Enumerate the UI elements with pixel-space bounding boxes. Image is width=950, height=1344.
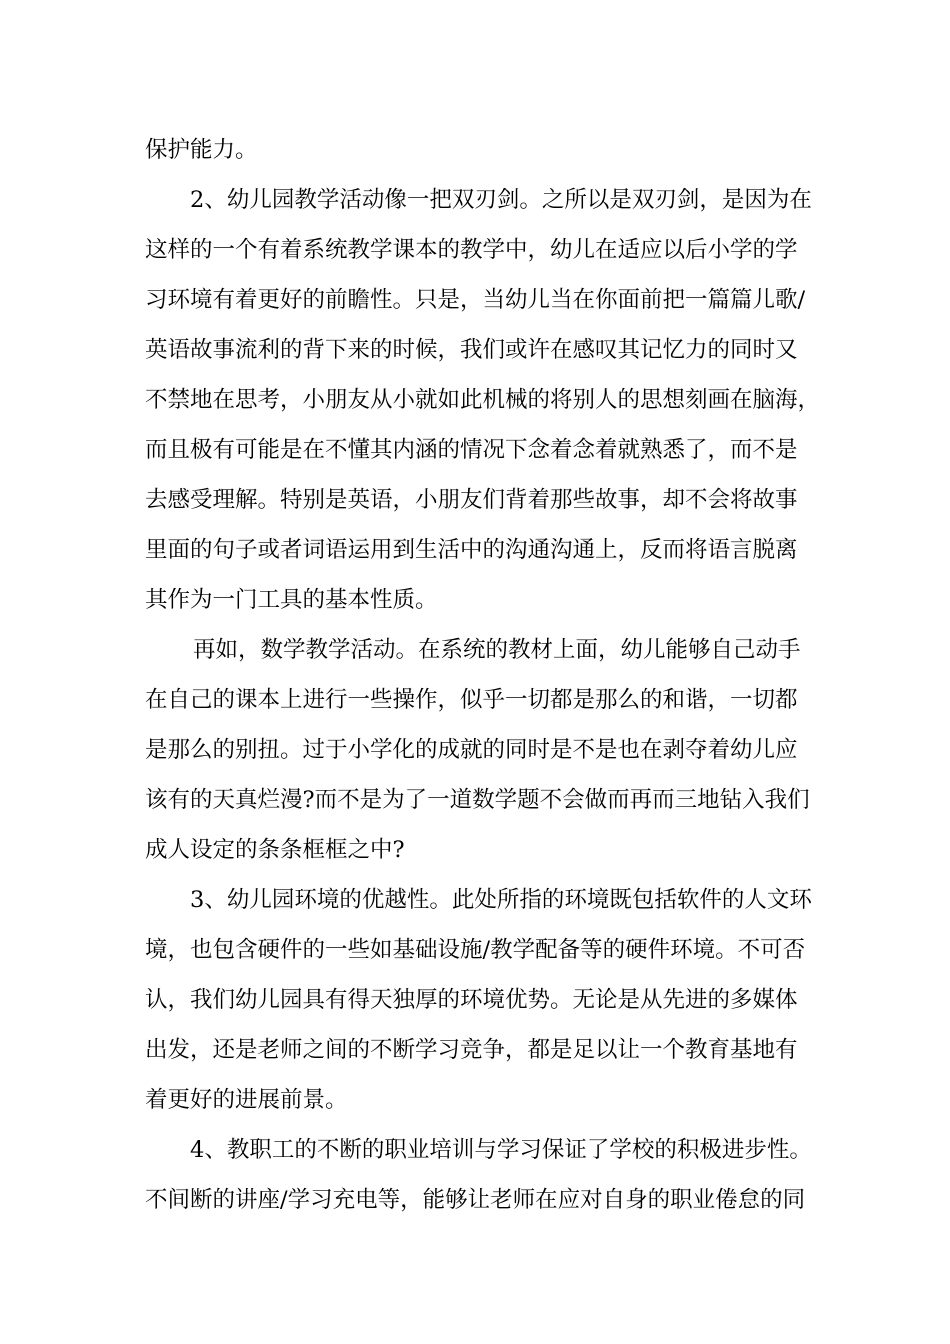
text-line: 该有的天真烂漫?而不是为了一道数学题不会做而再而三地钻入我们 <box>145 787 810 813</box>
text-line: 这样的一个有着系统教学课本的教学中，幼儿在适应以后小学的学 <box>145 237 798 263</box>
text-line: 去感受理解。特别是英语，小朋友们背着那些故事，却不会将故事 <box>145 487 798 513</box>
text-line: 2、幼儿园教学活动像一把双刃剑。之所以是双刃剑，是因为在 <box>190 187 812 213</box>
text-line: 成人设定的条条框框之中? <box>145 837 405 863</box>
text-line: 习环境有着更好的前瞻性。只是，当幼儿当在你面前把一篇篇儿歌/ <box>145 287 806 313</box>
text-line: 保护能力。 <box>145 137 258 163</box>
text-line: 3、幼儿园环境的优越性。此处所指的环境既包括软件的人文环 <box>190 887 812 913</box>
text-line: 境，也包含硬件的一些如基础设施/教学配备等的硬件环境。不可否 <box>145 937 806 963</box>
text-line: 在自己的课本上进行一些操作，似乎一切都是那么的和谐，一切都 <box>145 687 798 713</box>
text-line: 着更好的进展前景。 <box>145 1087 348 1113</box>
text-line: 其作为一门工具的基本性质。 <box>145 587 438 613</box>
text-line: 是那么的别扭。过于小学化的成就的同时是不是也在剥夺着幼儿应 <box>145 737 798 763</box>
text-line: 英语故事流利的背下来的时候，我们或许在感叹其记忆力的同时又 <box>145 337 798 363</box>
text-line: 再如，数学教学活动。在系统的教材上面，幼儿能够自己动手 <box>193 637 801 663</box>
text-line: 里面的句子或者词语运用到生活中的沟通沟通上，反而将语言脱离 <box>145 537 798 563</box>
text-line: 而且极有可能是在不懂其内涵的情况下念着念着就熟悉了，而不是 <box>145 437 798 463</box>
text-line: 出发，还是老师之间的不断学习竞争，都是足以让一个教育基地有 <box>145 1037 798 1063</box>
text-line: 不禁地在思考，小朋友从小就如此机械的将别人的思想刻画在脑海， <box>145 387 821 413</box>
text-line: 不间断的讲座/学习充电等，能够让老师在应对自身的职业倦怠的同 <box>145 1187 806 1213</box>
text-line: 4、教职工的不断的职业培训与学习保证了学校的积极进步性。 <box>190 1137 812 1163</box>
text-line: 认，我们幼儿园具有得天独厚的环境优势。无论是从先进的多媒体 <box>145 987 798 1013</box>
